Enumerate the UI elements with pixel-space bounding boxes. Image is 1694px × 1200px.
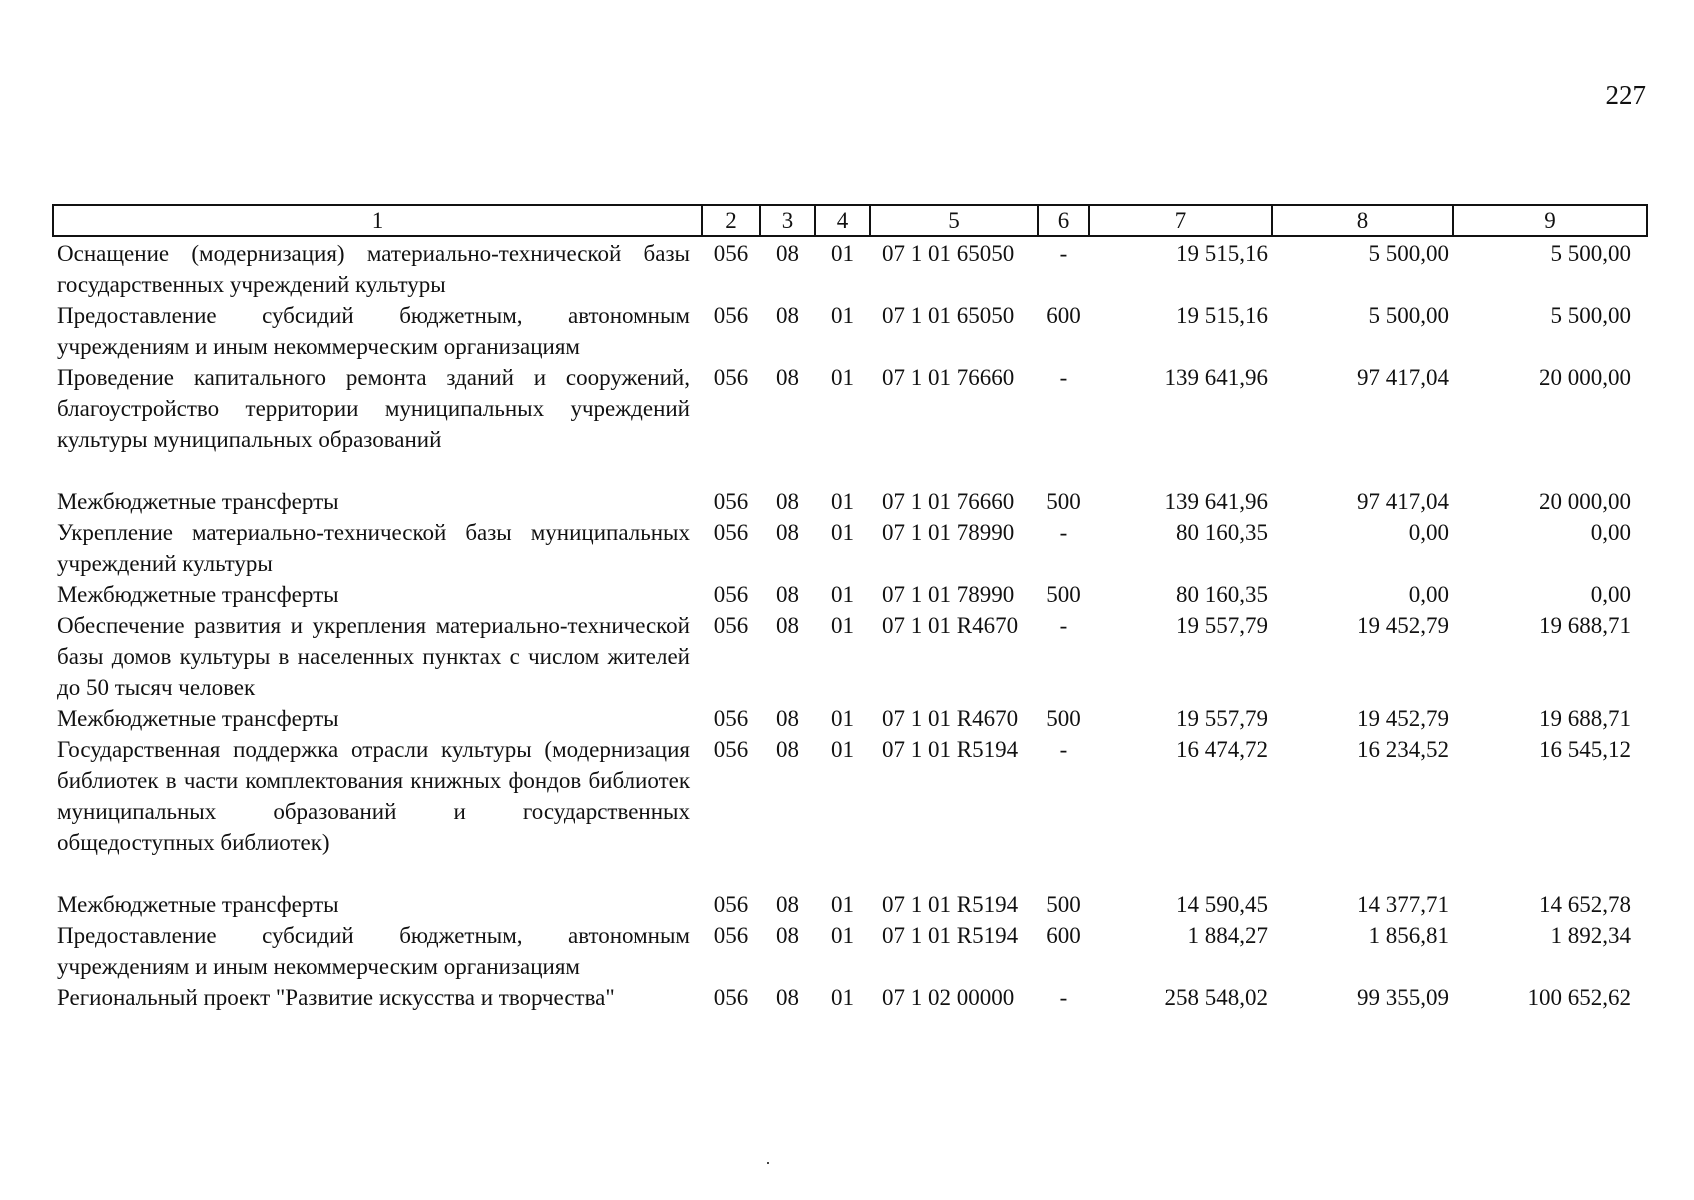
row-code: 056 [713,582,749,607]
header-cell: 2 [702,205,760,236]
row-amount-8: 14 377,71 [1357,892,1449,917]
scan-speck [767,1162,769,1164]
row-subsection: 01 [831,706,854,731]
row-section: 08 [776,489,799,514]
row-amount-7: 16 474,72 [1176,737,1268,762]
row-target-article: 07 1 01 R5194 [882,737,1019,762]
row-amount-9: 5 500,00 [1550,303,1631,328]
row-code: 056 [713,303,749,328]
header-cell: 7 [1089,205,1272,236]
row-amount-9: 5 500,00 [1550,241,1631,266]
row-name: Государственная поддержка отрасли культуры (модернизация библиотек в части комплектования книжных фондов библиотек муниципальных образований и государственных общедоступных библиотек) [57,737,690,855]
row-name: Предоставление субсидий бюджетным, автономным учреждениям и иным некоммерческим организациям [57,923,690,979]
row-code: 056 [713,892,749,917]
row-subsection: 01 [831,241,854,266]
row-target-article: 07 1 01 R5194 [882,892,1019,917]
row-expense-type: 600 [1046,923,1081,948]
row-amount-8: 19 452,79 [1357,706,1449,731]
row-subsection: 01 [831,489,854,514]
header-cell: 4 [815,205,870,236]
row-amount-9: 14 652,78 [1539,892,1631,917]
table-row [53,486,1647,517]
header-cell: 9 [1453,205,1647,236]
row-amount-7: 1 884,27 [1187,923,1268,948]
row-amount-8: 99 355,09 [1357,985,1449,1010]
row-amount-7: 14 590,45 [1176,892,1268,917]
row-amount-8: 16 234,52 [1357,737,1449,762]
row-code: 056 [713,489,749,514]
row-amount-9: 19 688,71 [1539,706,1631,731]
row-name: Оснащение (модернизация) материально-технической базы государственных учреждений культуры [57,241,690,297]
row-subsection: 01 [831,923,854,948]
table-row [53,889,1647,920]
row-amount-8: 97 417,04 [1357,489,1449,514]
row-amount-9: 16 545,12 [1539,737,1631,762]
row-expense-type: - [1059,520,1068,545]
header-cell: 1 [53,205,702,236]
row-code: 056 [713,737,749,762]
row-code: 056 [713,365,749,390]
row-section: 08 [776,923,799,948]
row-section: 08 [776,582,799,607]
table-row [53,579,1647,610]
table-row [53,362,1647,486]
row-amount-7: 258 548,02 [1164,985,1268,1010]
row-subsection: 01 [831,582,854,607]
row-expense-type: 500 [1046,706,1081,731]
row-amount-9: 100 652,62 [1527,985,1631,1010]
row-amount-9: 19 688,71 [1539,613,1631,638]
row-target-article: 07 1 01 76660 [882,489,1015,514]
row-target-article: 07 1 01 65050 [882,241,1015,266]
row-amount-7: 80 160,35 [1176,582,1268,607]
row-amount-8: 5 500,00 [1368,241,1449,266]
row-name: Обеспечение развития и укрепления материально-технической базы домов культуры в населенных пунктах с числом жителей до 50 тысяч человек [57,613,690,700]
header-cell: 8 [1272,205,1453,236]
row-subsection: 01 [831,303,854,328]
row-expense-type: - [1059,737,1068,762]
row-section: 08 [776,303,799,328]
row-amount-7: 19 557,79 [1176,613,1268,638]
row-section: 08 [776,365,799,390]
row-amount-7: 19 557,79 [1176,706,1268,731]
row-target-article: 07 1 01 R5194 [882,923,1019,948]
row-code: 056 [713,520,749,545]
row-expense-type: 600 [1046,303,1081,328]
header-cell: 5 [870,205,1038,236]
row-amount-8: 0,00 [1408,582,1449,607]
row-section: 08 [776,241,799,266]
row-subsection: 01 [831,985,854,1010]
table-row [53,300,1647,362]
row-section: 08 [776,985,799,1010]
row-target-article: 07 1 01 65050 [882,303,1015,328]
row-amount-8: 5 500,00 [1368,303,1449,328]
row-amount-7: 139 641,96 [1164,365,1268,390]
header-cell: 3 [760,205,815,236]
budget-table [52,204,1648,1013]
row-subsection: 01 [831,520,854,545]
row-name: Предоставление субсидий бюджетным, автономным учреждениям и иным некоммерческим организациям [57,303,690,359]
row-expense-type: - [1059,365,1068,390]
row-name: Укрепление материально-технической базы муниципальных учреждений культуры [57,520,690,576]
row-name: Проведение капитального ремонта зданий и сооружений, благоустройство территории муниципальных учреждений культуры муниципальных образований [57,365,690,452]
row-code: 056 [713,706,749,731]
row-amount-7: 19 515,16 [1176,241,1268,266]
row-subsection: 01 [831,365,854,390]
row-expense-type: 500 [1046,892,1081,917]
row-amount-8: 97 417,04 [1357,365,1449,390]
header-row [53,205,1647,236]
row-target-article: 07 1 01 78990 [882,520,1015,545]
row-target-article: 07 1 01 R4670 [882,706,1019,731]
row-name: Региональный проект "Развитие искусства и творчества" [57,985,615,1010]
row-expense-type: - [1059,985,1068,1010]
table-row [53,703,1647,734]
row-section: 08 [776,892,799,917]
row-subsection: 01 [831,737,854,762]
row-amount-9: 0,00 [1590,520,1631,545]
row-amount-9: 0,00 [1590,582,1631,607]
row-amount-9: 20 000,00 [1539,365,1631,390]
row-name: Межбюджетные трансферты [57,582,339,607]
row-expense-type: 500 [1046,489,1081,514]
table-row [53,236,1647,300]
row-subsection: 01 [831,613,854,638]
row-subsection: 01 [831,892,854,917]
row-amount-7: 19 515,16 [1176,303,1268,328]
row-section: 08 [776,737,799,762]
table-row [53,734,1647,889]
row-target-article: 07 1 01 R4670 [882,613,1019,638]
table-row [53,517,1647,579]
row-name: Межбюджетные трансферты [57,706,339,731]
table-row [53,610,1647,703]
row-name: Межбюджетные трансферты [57,489,339,514]
row-code: 056 [713,923,749,948]
row-section: 08 [776,613,799,638]
table-row [53,920,1647,982]
row-code: 056 [713,985,749,1010]
row-name: Межбюджетные трансферты [57,892,339,917]
row-section: 08 [776,520,799,545]
row-section: 08 [776,706,799,731]
row-expense-type: - [1059,613,1068,638]
row-expense-type: 500 [1046,582,1081,607]
row-target-article: 07 1 01 78990 [882,582,1015,607]
page-number: 227 [1605,80,1646,110]
row-amount-9: 20 000,00 [1539,489,1631,514]
row-amount-8: 19 452,79 [1357,613,1449,638]
table-row [53,982,1647,1013]
row-code: 056 [713,241,749,266]
row-amount-7: 80 160,35 [1176,520,1268,545]
row-target-article: 07 1 02 00000 [882,985,1015,1010]
row-amount-7: 139 641,96 [1164,489,1268,514]
row-amount-8: 1 856,81 [1368,923,1449,948]
row-amount-9: 1 892,34 [1550,923,1631,948]
row-amount-8: 0,00 [1408,520,1449,545]
row-expense-type: - [1059,241,1068,266]
row-target-article: 07 1 01 76660 [882,365,1015,390]
row-code: 056 [713,613,749,638]
header-cell: 6 [1038,205,1089,236]
